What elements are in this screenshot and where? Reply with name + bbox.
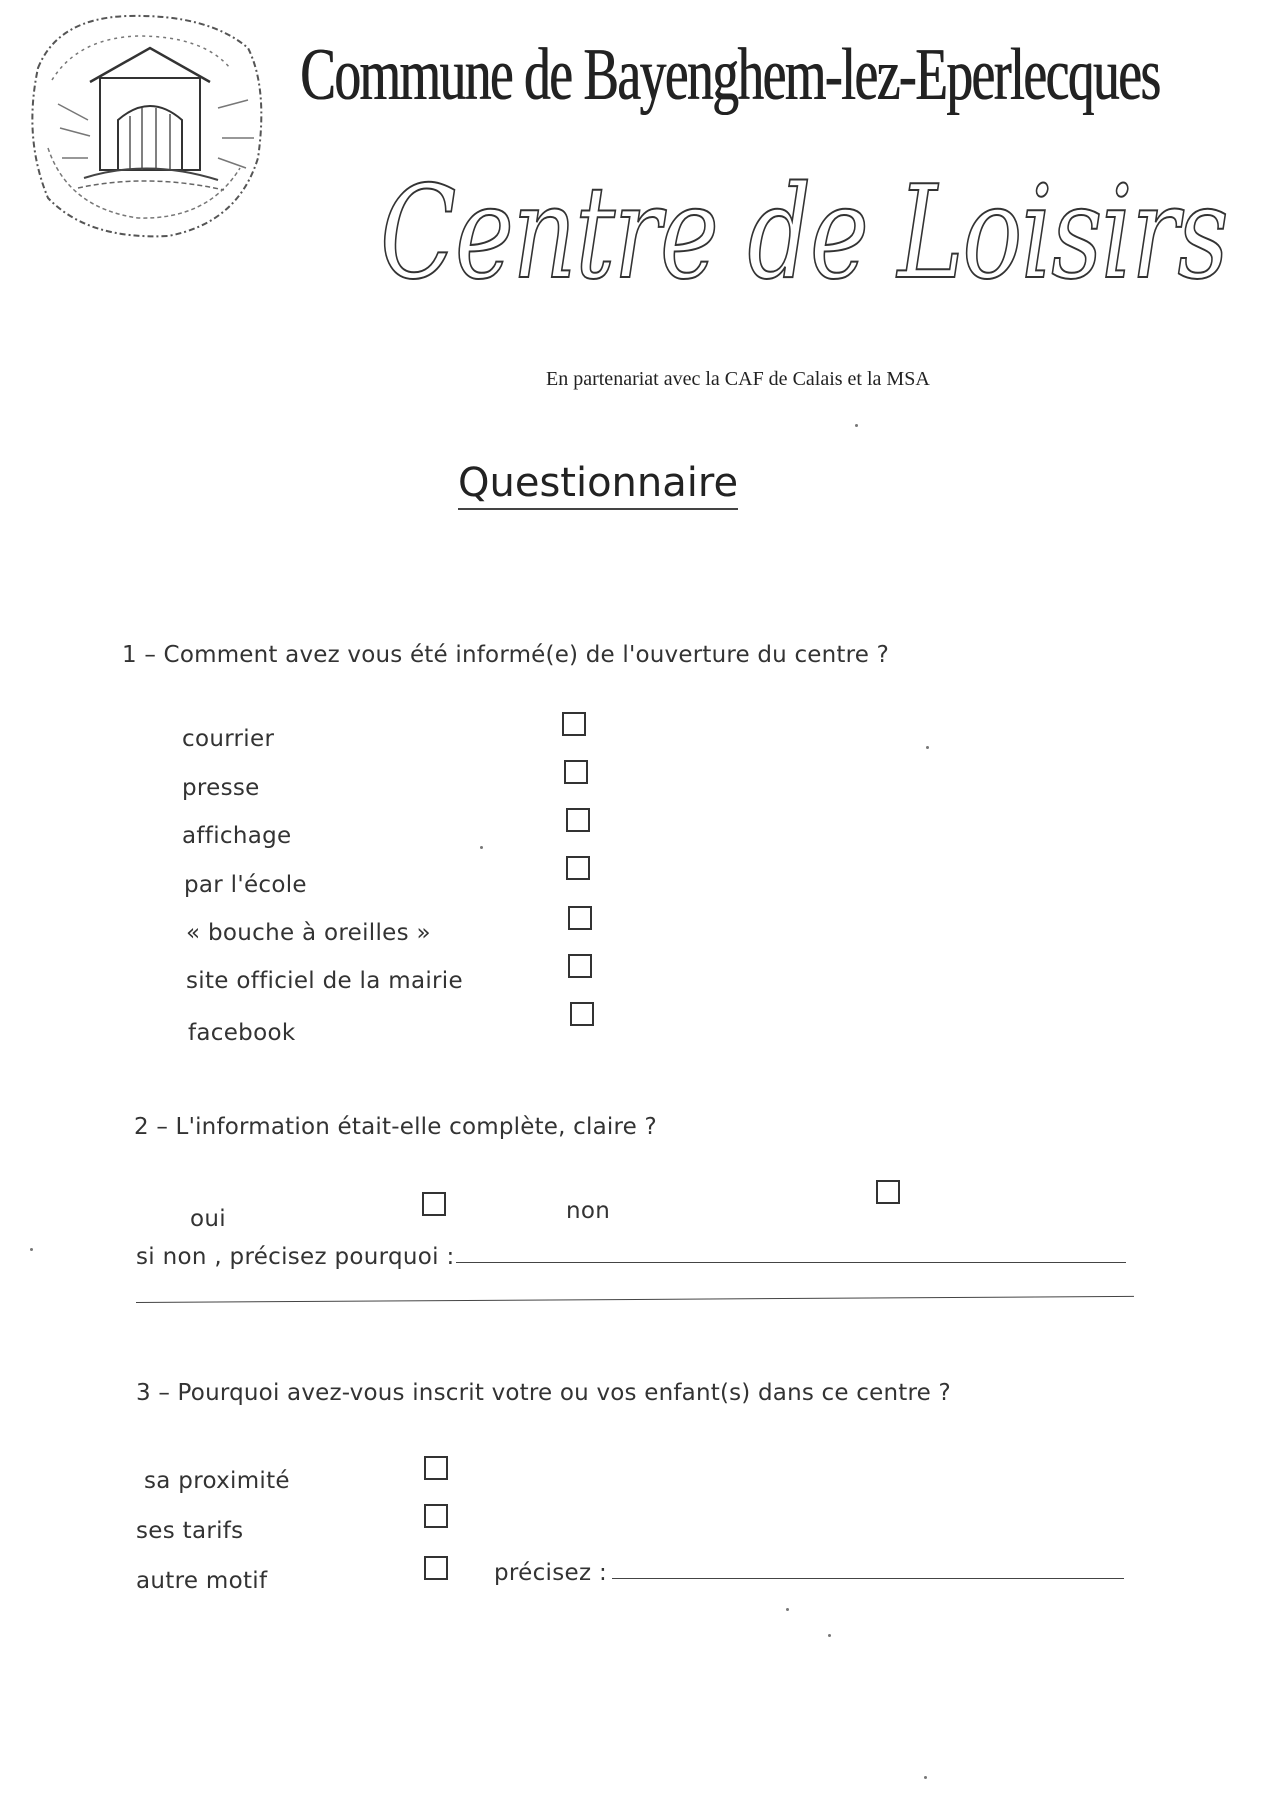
scan-speck bbox=[924, 1776, 927, 1779]
q1-checkbox-site-mairie[interactable] bbox=[568, 954, 592, 978]
q2-answer-line-2[interactable] bbox=[136, 1296, 1134, 1303]
q1-checkbox-ecole[interactable] bbox=[566, 856, 590, 880]
q3-option-label: autre motif bbox=[136, 1568, 268, 1594]
partner-line: En partenariat avec la CAF de Calais et la MSA bbox=[546, 368, 930, 390]
q2-checkbox-non[interactable] bbox=[876, 1180, 900, 1204]
q1-option-label: courrier bbox=[182, 726, 275, 752]
q1-option-label: facebook bbox=[188, 1020, 296, 1046]
scan-speck bbox=[480, 846, 483, 849]
q1-option-label: affichage bbox=[182, 823, 292, 849]
q1-checkbox-courrier[interactable] bbox=[562, 712, 586, 736]
scan-speck bbox=[786, 1608, 789, 1611]
q2-checkbox-oui[interactable] bbox=[422, 1192, 446, 1216]
scan-speck bbox=[828, 1634, 831, 1637]
q1-checkbox-bouche-a-oreilles[interactable] bbox=[568, 906, 592, 930]
question-2: 2 – L'information était-elle complète, claire ? bbox=[134, 1114, 657, 1140]
q3-checkbox-proximite[interactable] bbox=[424, 1456, 448, 1480]
q2-if-no-label: si non , précisez pourquoi : bbox=[136, 1244, 455, 1270]
commune-title: Commune de Bayenghem-lez-Eperlecques bbox=[300, 34, 1160, 116]
q1-option-label: presse bbox=[182, 775, 260, 801]
commune-logo bbox=[18, 8, 280, 244]
question-1: 1 – Comment avez vous été informé(e) de l'ouverture du centre ? bbox=[122, 642, 890, 668]
q1-option-label: « bouche à oreilles » bbox=[186, 920, 431, 946]
q1-option-label: site officiel de la mairie bbox=[186, 968, 463, 994]
q1-checkbox-presse[interactable] bbox=[564, 760, 588, 784]
page-title: Questionnaire bbox=[458, 460, 738, 510]
q3-option-label: sa proximité bbox=[144, 1468, 290, 1494]
q3-checkbox-tarifs[interactable] bbox=[424, 1504, 448, 1528]
q3-specify-line[interactable] bbox=[612, 1578, 1124, 1579]
q1-checkbox-facebook[interactable] bbox=[570, 1002, 594, 1026]
q3-specify-label: précisez : bbox=[494, 1560, 608, 1586]
q2-yes-label: oui bbox=[190, 1206, 226, 1232]
q3-checkbox-autre-motif[interactable] bbox=[424, 1556, 448, 1580]
q2-answer-line-1[interactable] bbox=[456, 1262, 1126, 1263]
question-3: 3 – Pourquoi avez-vous inscrit votre ou vos enfant(s) dans ce centre ? bbox=[136, 1380, 951, 1406]
q1-option-label: par l'école bbox=[184, 872, 307, 898]
scan-speck bbox=[30, 1248, 33, 1251]
q3-option-label: ses tarifs bbox=[136, 1518, 244, 1544]
centre-title: Centre de Loisirs bbox=[380, 159, 1228, 308]
q2-no-label: non bbox=[566, 1198, 611, 1224]
q1-checkbox-affichage[interactable] bbox=[566, 808, 590, 832]
scan-speck bbox=[926, 746, 929, 749]
scan-speck bbox=[855, 424, 858, 427]
